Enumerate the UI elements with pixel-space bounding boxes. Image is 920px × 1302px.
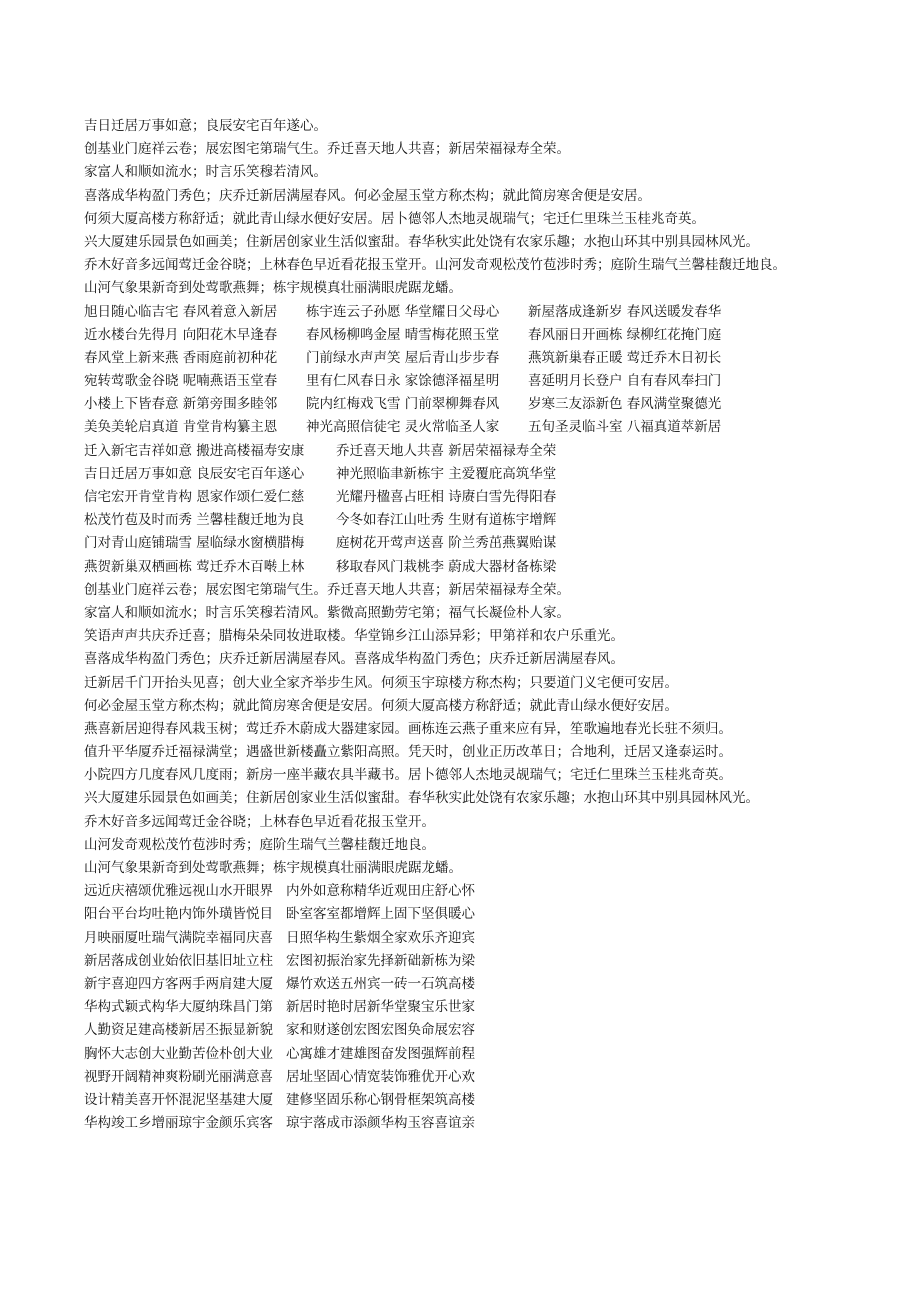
couplet: 神光照临聿新栋宇 主爱覆庇高筑华堂 [336, 465, 557, 482]
couplet: 门对青山庭铺瑞雪 屋临绿水窗横腊梅 [84, 535, 305, 552]
couplet-row [84, 347, 884, 370]
couplet: 信宅宏开肯堂肯构 恩家作颂仁爱仁慈 [84, 489, 305, 505]
couplet: 宏图初振治家先择新础新栋为梁 [286, 952, 475, 969]
couplet: 新屋落成逢新岁 春风送暖发春华 [528, 303, 722, 320]
couplet-row [84, 903, 884, 926]
couplet: 门前绿水声声笑 屋后青山步步春 [306, 349, 500, 366]
couplet: 春风丽日开画栋 绿柳红花掩门庭 [528, 326, 722, 343]
text-line: 家富人和顺如流水；时言乐笑穆若清风。 [84, 164, 327, 181]
couplet: 家和财遂创宏图宏图奂命展宏容 [286, 1022, 475, 1039]
text-line: 乔木好音多远闻莺迁金谷晓；上林春色早近看花报玉堂开。 [84, 813, 435, 830]
couplet-row [84, 996, 884, 1019]
text-line: 兴大厦建乐园景色如画美；住新居创家业生活似蜜甜。春华秋实此处饶有农家乐趣；水抱山环其中别具园林风光。 [84, 233, 759, 250]
couplet-row [84, 556, 884, 579]
document-body [84, 115, 884, 1135]
couplet: 琼宇落成市添颜华构玉容喜谊亲 [286, 1115, 475, 1132]
text-line: 山河发奇观松茂竹苞涉时秀；庭阶生瑞气兰馨桂馥迁地良。 [84, 836, 435, 853]
couplet-row [84, 973, 884, 996]
couplet-row [84, 927, 884, 950]
couplet-row [84, 1089, 884, 1112]
text-line: 何须大厦高楼方称舒适；就此青山绿水便好安居。居卜德邻人杰地灵觇瑞气；宅迁仁里珠兰玉桂兆奇英。 [84, 210, 705, 227]
couplet-row [84, 324, 884, 347]
couplet: 建修坚固乐称心钢骨框架筑高楼 [286, 1091, 475, 1108]
block-long-couplets [84, 579, 884, 880]
couplet-row [84, 532, 884, 555]
couplet: 美奂美轮启真道 肯堂肯构纂主恩 [84, 419, 278, 436]
couplet: 移取春风门栽桃李 蔚成大器材备栋梁 [336, 558, 557, 575]
couplet: 松茂竹苞及时而秀 兰馨桂馥迁地为良 [84, 512, 305, 529]
couplet: 宛转莺歌金谷晓 呢喃燕语玉堂春 [84, 373, 278, 390]
text-line: 何必金屋玉堂方称杰构；就此简房寒舍便是安居。何须大厦高楼方称舒适；就此青山绿水便好安居。 [84, 697, 678, 714]
text-line: 吉日迁居万事如意；良辰安宅百年遂心。 [84, 118, 327, 134]
couplet: 春风堂上新来燕 香雨庭前初种花 [84, 349, 278, 366]
couplet-row [84, 880, 884, 903]
text-line: 迁新居千门开抬头见喜；创大业全家齐举步生风。何须玉宇琼楼方称杰构；只要道门义宅便可安居。 [84, 674, 678, 691]
text-line: 山河气象果新奇到处莺歌燕舞；栋宇规模真壮丽满眼虎踞龙蟠。 [84, 280, 462, 297]
text-line: 兴大厦建乐园景色如画美；住新居创家业生活似蜜甜。春华秋实此处饶有农家乐趣；水抱山环其中别具园林风光。 [84, 790, 759, 807]
couplet-row [84, 1019, 884, 1042]
couplet-row [84, 393, 884, 416]
couplet: 春风杨柳鸣金屋 晴雪梅花照玉堂 [306, 326, 500, 343]
couplet-row [84, 463, 884, 486]
couplet: 光耀丹楹喜占旺相 诗赓白雪先得阳春 [336, 489, 557, 505]
couplet: 今冬如春江山吐秀 生财有道栋宇增辉 [336, 512, 557, 529]
block-seven-char-couplets [84, 301, 884, 440]
couplet: 里有仁风春日永 家馀德泽福星明 [306, 373, 500, 390]
couplet-row [84, 1043, 884, 1066]
block-intro [84, 115, 884, 301]
couplet: 新宇喜迎四方客两手两肩建大厦 [84, 975, 273, 992]
couplet: 新居时艳时居新华堂聚宝乐世家 [286, 999, 475, 1016]
couplet: 人勤资足建高楼新居丕振显新貌 [84, 1022, 273, 1039]
couplet: 院内红梅戏飞雪 门前翠柳舞春风 [306, 396, 500, 413]
couplet: 爆竹欢送五州宾一砖一石筑高楼 [286, 975, 475, 992]
text-line: 燕喜新居迎得春风栽玉树；莺迁乔木蔚成大器建家园。画栋连云燕子重来应有异，笙歌遍地春光长驻不须归。 [84, 720, 732, 737]
couplet: 燕筑新巢春正暖 莺迁乔木日初长 [528, 349, 722, 366]
text-line: 山河气象果新奇到处莺歌燕舞；栋宇规模真壮丽满眼虎踞龙蟠。 [84, 860, 462, 876]
couplet: 视野开阔精神爽粉刷光丽满意喜 [84, 1068, 273, 1085]
couplet: 华构竣工乡增丽琼宇金颜乐宾客 [84, 1115, 273, 1132]
couplet: 月映丽厦吐瑞气满院幸福同庆喜 [84, 929, 273, 946]
text-line: 家富人和顺如流水；时言乐笑穆若清风。紫微高照勤劳宅第；福气长凝俭朴人家。 [84, 604, 570, 621]
couplet-row [84, 416, 884, 439]
couplet: 新居落成创业始依旧基旧址立柱 [84, 952, 273, 969]
text-line: 创基业门庭祥云卷；展宏图宅第瑞气生。乔迁喜天地人共喜；新居荣福禄寿全荣。 [84, 581, 570, 598]
couplet: 吉日迁居万事如意 良辰安宅百年遂心 [84, 465, 305, 482]
couplet: 近水楼台先得月 向阳花木早逢春 [84, 326, 278, 343]
couplet-row [84, 509, 884, 532]
couplet-row [84, 370, 884, 393]
couplet: 阳台平台均吐艳内饰外璜皆悦目 [84, 906, 273, 923]
text-line: 喜落成华构盈门秀色；庆乔迁新居满屋春风。何必金屋玉堂方称杰构；就此简房寒舍便是安居。 [84, 187, 651, 204]
text-line: 喜落成华构盈门秀色；庆乔迁新居满屋春风。喜落成华构盈门秀色；庆乔迁新居满屋春风。 [84, 651, 624, 668]
block-fourteen-char-couplets [84, 880, 884, 1135]
couplet: 旭日随心临吉宅 春风着意入新居 [84, 303, 278, 320]
couplet: 心寓雄才建雄图奋发图强辉前程 [286, 1045, 475, 1062]
block-eight-char-couplets [84, 440, 884, 579]
couplet: 迁入新宅吉祥如意 搬进高楼福寿安康 [84, 442, 305, 459]
text-line: 乔木好音多远闻莺迁金谷晓；上林春色早近看花报玉堂开。山河发奇观松茂竹苞涉时秀；庭阶生瑞气兰馨桂馥迁地良。 [84, 257, 786, 274]
text-line: 小院四方几度春风几度雨；新房一座半藏农具半藏书。居卜德邻人杰地灵觇瑞气；宅迁仁里珠兰玉桂兆奇英。 [84, 767, 732, 784]
couplet: 远近庆禧颂优雅远视山水开眼界 [84, 883, 273, 900]
text-line: 值升平华厦乔迁福禄满堂；遇盛世新楼矗立紫阳高照。凭天时，创业正历改革日；合地利，迁居又逢泰运时。 [84, 744, 732, 761]
couplet-row [84, 440, 884, 463]
couplet-row [84, 1112, 884, 1135]
text-line: 笑语声声共庆乔迁喜；腊梅朵朵同妆进取楼。华堂锦乡江山添异彩；甲第祥和农户乐重光。 [84, 628, 624, 645]
couplet: 居址坚固心情宽装饰雅优开心欢 [286, 1068, 475, 1085]
couplet-row [84, 486, 884, 509]
couplet: 胸怀大志创大业勤苦俭朴创大业 [84, 1045, 273, 1062]
couplet: 华构式颖式构华大厦纳珠昌门第 [84, 999, 273, 1016]
couplet: 乔迁喜天地人共喜 新居荣福禄寿全荣 [336, 442, 557, 459]
couplet: 岁寒三友添新色 春风满堂聚德光 [528, 396, 722, 413]
couplet-row [84, 301, 884, 324]
couplet: 日照华构生紫烟全家欢乐齐迎宾 [286, 929, 475, 946]
couplet: 卧室客室都增辉上固下坚俱暖心 [286, 906, 475, 923]
couplet: 燕贺新巢双栖画栋 莺迁乔木百啭上林 [84, 558, 305, 575]
couplet: 五旬圣灵临斗室 八福真道萃新居 [528, 419, 722, 436]
couplet: 设计精美喜开怀混泥坚基建大厦 [84, 1091, 273, 1108]
couplet: 栋宇连云子孙愿 华堂耀日父母心 [306, 303, 500, 320]
couplet: 小楼上下皆春意 新第旁围多睦邻 [84, 396, 278, 413]
couplet: 庭树花开莺声送喜 阶兰秀茁燕翼贻谋 [336, 535, 557, 552]
couplet: 喜延明月长登户 自有春风奉扫门 [528, 373, 722, 390]
couplet-row [84, 950, 884, 973]
couplet: 内外如意称精华近观田庄舒心怀 [286, 883, 475, 900]
couplet-row [84, 1066, 884, 1089]
text-line: 创基业门庭祥云卷；展宏图宅第瑞气生。乔迁喜天地人共喜；新居荣福禄寿全荣。 [84, 141, 570, 158]
couplet: 神光高照信徒宅 灵火常临圣人家 [306, 419, 500, 436]
